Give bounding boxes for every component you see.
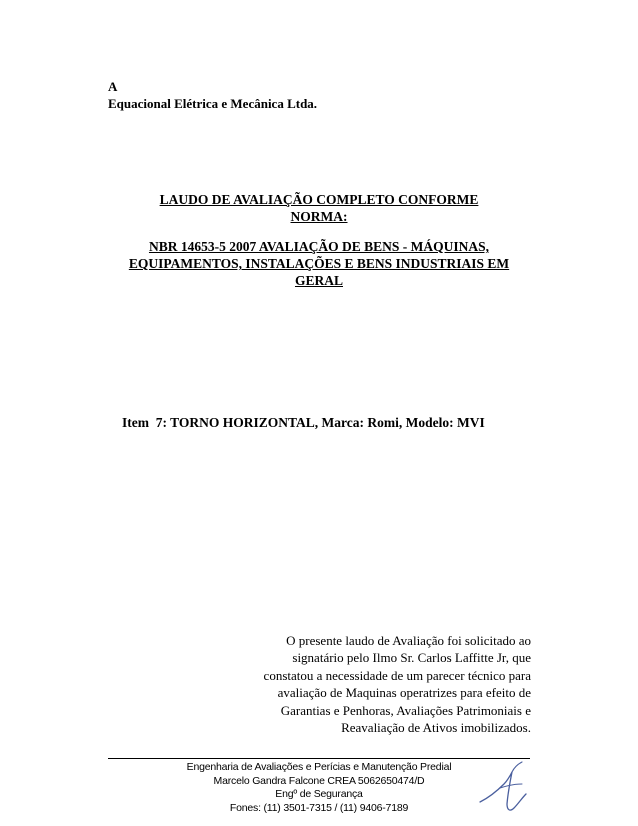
title-line-2: NORMA: [290,209,348,224]
footer-line-1: Engenharia de Avaliações e Perícias e Manutenção Predial [186,761,452,773]
norm-line-2: EQUIPAMENTOS, INSTALAÇÕES E BENS INDUSTRIAIS EM [128,256,510,271]
request-paragraph [225,632,531,736]
addressee-prefix: A [108,79,118,94]
signature-image [470,758,550,822]
request-line: signatário pelo Ilmo Sr. Carlos Laffitte Jr, que [292,650,531,666]
report-title [100,191,538,225]
norm-reference [100,238,538,289]
footer-divider [108,758,530,759]
norm-line-1: NBR 14653-5 2007 AVALIAÇÃO DE BENS - MÁQUINAS, [148,239,490,254]
request-line: avaliação de Maquinas operatrizes para efeito de [277,685,531,701]
title-line-1: LAUDO DE AVALIAÇÃO COMPLETO CONFORME [159,192,479,207]
request-line: constatou a necessidade de um parecer técnico para [263,667,531,683]
norm-line-3: GERAL [294,273,343,288]
request-line: O presente laudo de Avaliação foi solicitado ao [286,633,531,648]
item-description: Item 7: TORNO HORIZONTAL, Marca: Romi, Modelo: MVI [122,415,485,430]
addressee-block [108,78,317,112]
request-line: Garantias e Penhoras, Avaliações Patrimoniais e [280,702,531,718]
addressee-company: Equacional Elétrica e Mecânica Ltda. [108,96,318,111]
page-footer [108,761,530,815]
footer-line-4: Fones: (11) 3501-7315 / (11) 9406-7189 [229,801,409,814]
request-line: Reavaliação de Ativos imobilizados. [341,720,531,736]
footer-line-3: Engº de Segurança [275,788,363,800]
footer-line-2: Marcelo Gandra Falcone CREA 5062650474/D [213,774,425,787]
